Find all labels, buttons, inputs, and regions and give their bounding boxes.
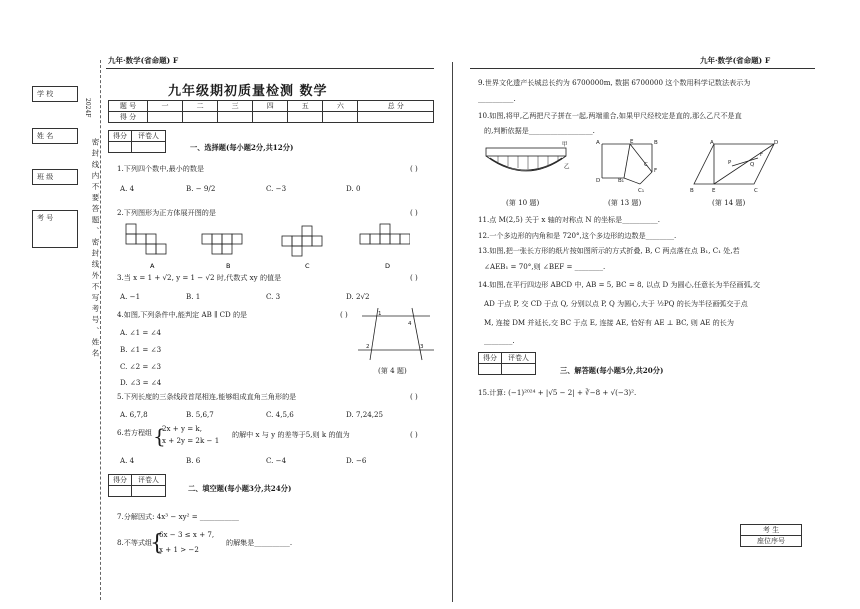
- question-3: 3.当 x = 1 + √2, y = 1 − √2 时,代数式 xy 的值是: [117, 273, 282, 282]
- score-input[interactable]: [253, 112, 288, 123]
- q8-tail[interactable]: 的解集是__________.: [226, 538, 293, 547]
- option: D. 7,24,25: [346, 410, 384, 419]
- svg-text:C: C: [644, 162, 648, 168]
- seat-box-bottom: 座位序号: [741, 536, 802, 547]
- option: C. ∠2 = ∠3: [120, 362, 162, 371]
- option: C. −4: [266, 456, 287, 465]
- net-c: [282, 226, 322, 256]
- svg-text:E: E: [630, 139, 634, 145]
- score-input[interactable]: [183, 112, 218, 123]
- net-label: D: [385, 262, 391, 270]
- grader-score-input[interactable]: [479, 364, 502, 375]
- option: D. 2√2: [346, 292, 370, 301]
- net-label: A: [150, 262, 155, 270]
- option: C. 3: [266, 292, 281, 301]
- score-input[interactable]: [323, 112, 358, 123]
- question-14-line3: M, 连接 DM 并延长,交 BC 于点 E, 连接 AE, 恰好有 AE ⊥ BC, 则 AE 的长为: [484, 318, 734, 327]
- answer-paren[interactable]: ( ): [340, 310, 348, 319]
- net-label: B: [226, 262, 231, 270]
- seal-line-text: 密封线内不要答题、密封线外不写考号、姓名: [91, 138, 100, 360]
- net-d: [360, 224, 410, 244]
- svg-text:Q: Q: [750, 162, 755, 168]
- option: A. 4: [120, 184, 135, 193]
- question-8: 8.不等式组: [117, 538, 153, 547]
- net-a: [126, 224, 166, 254]
- question-15: 15.计算: (−1)²⁰²⁴ + |√5 − 2| + ∛−8 + √(−3)².: [478, 388, 637, 397]
- grader-label: 评卷人: [132, 475, 166, 486]
- school-field: [32, 86, 78, 102]
- question-14-line2: AD 于点 P, 交 CD 于点 Q, 分别以点 P, Q 为圆心,大于 ½PQ 的长为半径画弧交于点: [484, 299, 748, 308]
- grader-name-input[interactable]: [502, 364, 536, 375]
- name-field: [32, 128, 78, 144]
- grader-score-input[interactable]: [109, 142, 132, 153]
- option: A. −1: [120, 292, 141, 301]
- option: B. 5,6,7: [186, 410, 214, 419]
- grader-name-input[interactable]: [132, 142, 166, 153]
- q8-brace: {: [150, 531, 164, 556]
- header-rule-right: [470, 68, 815, 69]
- cube-nets-figure: [120, 222, 410, 270]
- svg-text:B: B: [690, 188, 694, 194]
- grader-name-input[interactable]: [132, 486, 166, 497]
- q6-eq1: 2x + y = k,: [162, 424, 202, 433]
- answer-paren[interactable]: ( ): [410, 208, 418, 217]
- section-1-heading: 一、选择题(每小题2分,共12分): [190, 143, 294, 152]
- score-cell: 四: [253, 101, 288, 112]
- question-11[interactable]: 11.点 M(2,5) 关于 x 轴的对称点 N 的坐标是__________.: [478, 215, 660, 224]
- q14-parallelogram-figure: [688, 138, 780, 196]
- class-label: 班 级: [37, 173, 54, 181]
- grader-score-input[interactable]: [109, 486, 132, 497]
- question-5: 5.下列长度的三条线段首尾相连,能够组成直角三角形的是: [117, 392, 297, 401]
- answer-paren[interactable]: ( ): [410, 392, 418, 401]
- score-cell: 题 号: [109, 101, 148, 112]
- q14-caption: (第 14 题): [712, 198, 746, 207]
- year-code: 2024F: [84, 98, 91, 118]
- question-12[interactable]: 12.一个多边形的内角和是 720°,这个多边形的边数是________.: [478, 231, 677, 240]
- question-6: [117, 428, 152, 437]
- class-field: [32, 169, 78, 185]
- grader-box-3: [478, 352, 536, 375]
- school-label: 学 校: [37, 90, 54, 98]
- option: C. 4,5,6: [266, 410, 294, 419]
- option: C. −3: [266, 184, 287, 193]
- score-cell: 二: [183, 101, 218, 112]
- exam-number-field: [32, 210, 78, 248]
- question-4: 4.如图,下列条件中,能判定 AB ∥ CD 的是: [117, 310, 248, 319]
- question-7[interactable]: 7.分解因式: 4x³ − xy² = ___________: [117, 512, 239, 521]
- svg-text:A: A: [596, 140, 600, 146]
- option: A. 4: [120, 456, 135, 465]
- score-input[interactable]: [218, 112, 253, 123]
- q6-brace: {: [153, 424, 166, 448]
- q15-answer-area[interactable]: [478, 402, 808, 520]
- section-3-heading: 三、解答题(每小题5分,共20分): [560, 366, 664, 375]
- q10-rulers-figure: [484, 140, 570, 196]
- grader-box-2: [108, 474, 166, 497]
- header-rule-left: [106, 68, 434, 69]
- svg-text:F: F: [654, 168, 658, 174]
- grader-label: 评卷人: [502, 353, 536, 364]
- question-10-line2[interactable]: 的,判断依据是__________________.: [484, 126, 595, 135]
- score-cell: 六: [323, 101, 358, 112]
- svg-text:C: C: [754, 188, 758, 194]
- option: A. 6,7,8: [120, 410, 148, 419]
- score-table: [108, 100, 434, 123]
- exam-number-label: 考 号: [37, 214, 54, 222]
- question-14-line1: 14.如图,在平行四边形 ABCD 中, AB = 5, BC = 8, 以点 D 为圆心,任意长为半径画弧,交: [478, 280, 761, 289]
- option: B. 6: [186, 456, 201, 465]
- score-input[interactable]: [288, 112, 323, 123]
- header-left: 九年·数学(省命题) F: [108, 56, 179, 65]
- name-label: 姓 名: [37, 132, 54, 140]
- question-9-line2[interactable]: __________.: [478, 94, 516, 103]
- question-1: 1.下列四个数中,最小的数是: [117, 164, 205, 173]
- grader-box-1: [108, 130, 166, 153]
- seat-number-box: [740, 524, 802, 547]
- answer-paren[interactable]: ( ): [410, 164, 418, 173]
- question-13-line1: 13.如图,把一张长方形的纸片按如图所示的方式折叠, B, C 两点落在点 B₁, C₁ 处,若: [478, 246, 740, 255]
- svg-text:A: A: [710, 140, 714, 146]
- seat-box-top: 考 生: [741, 525, 802, 536]
- ruler-label: 乙: [564, 164, 570, 170]
- score-cell: 总 分: [358, 101, 434, 112]
- svg-text:E: E: [712, 188, 716, 194]
- ruler-label: 甲: [562, 142, 568, 148]
- svg-text:P: P: [728, 160, 732, 166]
- grader-score-label: 得分: [109, 475, 132, 486]
- question-14-line4[interactable]: ________.: [484, 336, 515, 345]
- q8-ineq2: x + 1 > −2: [159, 545, 199, 554]
- angle-label: 3: [420, 344, 424, 350]
- option: D. 0: [346, 184, 361, 193]
- svg-text:C₁: C₁: [638, 188, 645, 194]
- question-13-line2[interactable]: ∠AEB₁ = 70°,则 ∠BEF = ________.: [484, 262, 606, 271]
- option: B. 1: [186, 292, 201, 301]
- q8-ineq1: 6x − 3 ≤ x + 7,: [159, 530, 215, 539]
- angle-label: 4: [408, 321, 412, 327]
- score-input[interactable]: [358, 112, 434, 123]
- page-title: 九年级期初质量检测 数学: [168, 84, 328, 99]
- q6-tail: 的解中 x 与 y 的差等于5,则 k 的值为: [232, 430, 350, 439]
- option: D. −6: [346, 456, 367, 465]
- question-2: 2.下列图形为正方体展开图的是: [117, 208, 216, 217]
- seal-line: [100, 60, 101, 600]
- score-table-header-row: [109, 101, 434, 112]
- net-label: C: [305, 262, 310, 270]
- center-divider: [452, 62, 453, 602]
- svg-text:D: D: [774, 140, 779, 146]
- option: D. ∠3 = ∠4: [120, 378, 162, 387]
- q6-eq2: x + 2y = 2k − 1: [162, 436, 220, 445]
- grader-score-label: 得分: [109, 131, 132, 142]
- answer-paren[interactable]: ( ): [410, 273, 418, 282]
- section-2-heading: 二、填空题(每小题3分,共24分): [188, 484, 292, 493]
- question-10-line1: 10.如图,将甲,乙两把尺子拼在一起,两端重合,如果甲尺经校定是直的,那么乙尺不是直: [478, 111, 742, 120]
- grader-score-label: 得分: [479, 353, 502, 364]
- q13-caption: (第 13 题): [608, 198, 642, 207]
- score-cell: 一: [148, 101, 183, 112]
- svg-text:B₁: B₁: [618, 178, 624, 184]
- score-cell: 得 分: [109, 112, 148, 123]
- q10-caption: (第 10 题): [506, 198, 540, 207]
- option: B. ∠1 = ∠3: [120, 345, 162, 354]
- answer-paren[interactable]: ( ): [410, 430, 418, 439]
- svg-text:F: F: [760, 152, 764, 158]
- grader-label: 评卷人: [132, 131, 166, 142]
- q4-figure: [356, 306, 436, 362]
- option: A. ∠1 = ∠4: [120, 328, 162, 337]
- option: B. − 9/2: [186, 184, 216, 193]
- score-input[interactable]: [148, 112, 183, 123]
- score-cell: 五: [288, 101, 323, 112]
- svg-text:D: D: [596, 178, 601, 184]
- question-9-line1: 9.世界文化遗产长城总长约为 6700000m, 数据 6700000 这个数用科学记数法表示为: [478, 78, 751, 87]
- angle-label: 1: [378, 311, 382, 317]
- header-right: 九年·数学(省命题) F: [700, 56, 771, 65]
- q6-lead: 6.若方程组: [117, 428, 153, 437]
- svg-text:B: B: [654, 140, 658, 146]
- angle-label: 2: [366, 344, 370, 350]
- score-table-value-row: [109, 112, 434, 123]
- q4-caption: (第 4 题): [378, 366, 407, 375]
- score-cell: 三: [218, 101, 253, 112]
- ruler-jia: [486, 148, 566, 156]
- q13-fold-figure: [594, 138, 670, 194]
- net-b: [202, 234, 242, 254]
